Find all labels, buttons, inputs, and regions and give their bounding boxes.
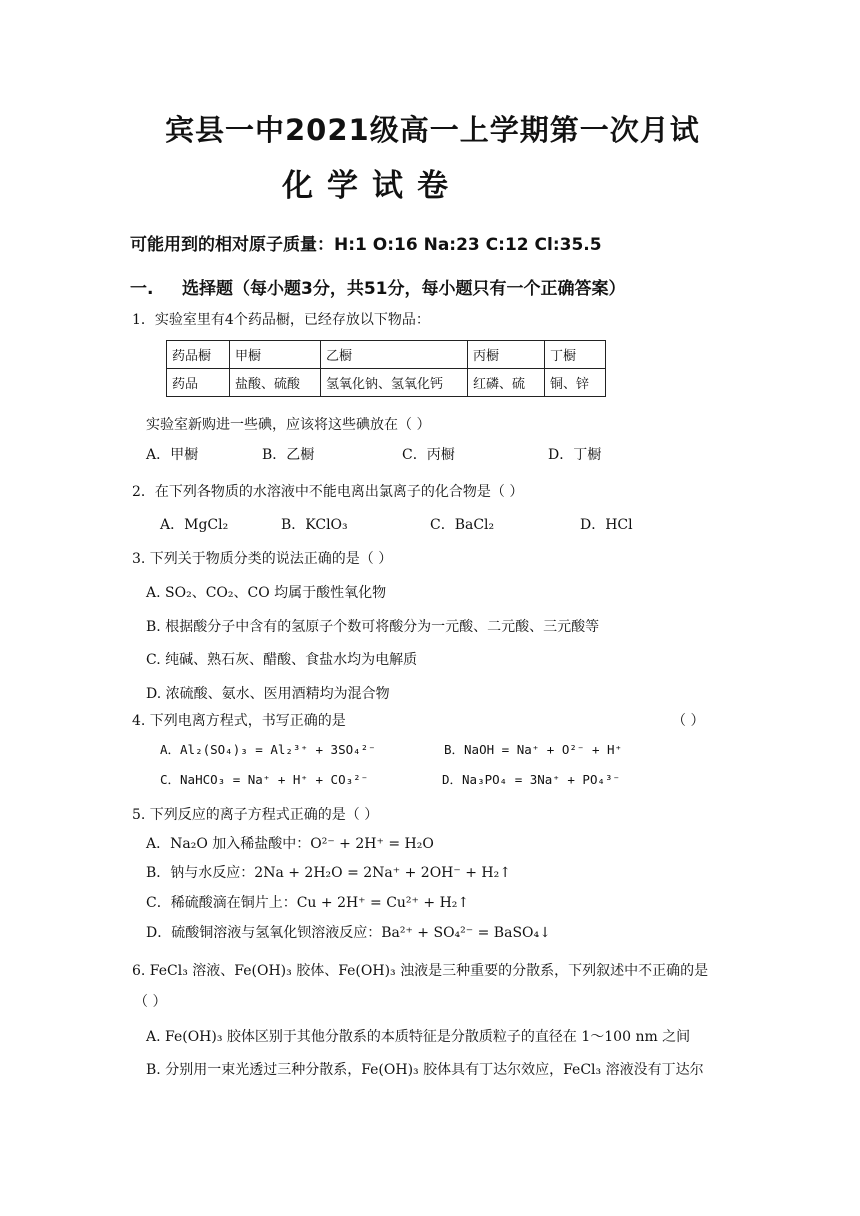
q6-stem: 6. FeCl₃ 溶液、Fe(OH)₃ 胶体、Fe(OH)₃ 浊液是三种重要的分散系，下列叙述中不正确的是 <box>132 963 709 979</box>
q5-option-b: B．钠与水反应：2Na + 2H₂O = 2Na⁺ + 2OH⁻ + H₂↑ <box>146 865 511 881</box>
q6-answer-paren: （ ） <box>134 994 167 1010</box>
q1-question: 实验室新购进一些碘，应该将这些碘放在（ ） <box>146 417 431 433</box>
table-cell: 药品橱 <box>167 341 230 369</box>
table-cell: 红磷、硫 <box>468 369 545 397</box>
q4-option-c: C．NaHCO₃ = Na⁺ + H⁺ + CO₃²⁻ <box>160 772 369 787</box>
q1-option-b: B．乙橱 <box>262 447 315 463</box>
q4-option-b: B．NaOH = Na⁺ + O²⁻ + H⁺ <box>444 742 623 757</box>
q5-option-a: A．Na₂O 加入稀盐酸中：O²⁻ + 2H⁺ = H₂O <box>146 836 434 852</box>
q1-option-a: A．甲橱 <box>146 447 199 463</box>
table-row <box>167 341 606 369</box>
q3-stem: 3. 下列关于物质分类的说法正确的是（ ） <box>132 551 393 567</box>
q1-stem: 1．实验室里有4个药品橱，已经存放以下物品： <box>132 312 430 328</box>
cabinet-table <box>166 340 606 397</box>
table-cell: 铜、锌 <box>545 369 606 397</box>
table-cell: 氢氧化钠、氢氧化钙 <box>321 369 468 397</box>
q1-option-d: D．丁橱 <box>548 447 602 463</box>
table-cell: 药品 <box>167 369 230 397</box>
table-cell: 丁橱 <box>545 341 606 369</box>
table-cell: 甲橱 <box>230 341 321 369</box>
q5-stem: 5. 下列反应的离子方程式正确的是（ ） <box>132 807 379 823</box>
q2-stem: 2．在下列各物质的水溶液中不能电离出氯离子的化合物是（ ） <box>132 484 524 500</box>
q4-stem: 4. 下列电离方程式，书写正确的是 <box>132 713 346 729</box>
q2-option-c: C．BaCl₂ <box>430 517 495 533</box>
q1-option-c: C．丙橱 <box>402 447 455 463</box>
q5-option-d: D．硫酸铜溶液与氢氧化钡溶液反应：Ba²⁺ + SO₄²⁻ = BaSO₄↓ <box>146 925 551 941</box>
table-row <box>167 369 606 397</box>
q3-option-b: B. 根据酸分子中含有的氢原子个数可将酸分为一元酸、二元酸、三元酸等 <box>146 619 600 635</box>
section-number: 一. <box>130 279 154 299</box>
q6-option-b: B. 分别用一束光透过三种分散系，Fe(OH)₃ 胶体具有丁达尔效应，FeCl₃ 溶液没有丁达尔 <box>146 1062 704 1078</box>
table-cell: 丙橱 <box>468 341 545 369</box>
exam-subtitle: 化学试卷 <box>282 168 462 204</box>
q4-answer-paren: （ ） <box>672 713 705 729</box>
section-title: 选择题（每小题3分，共51分，每小题只有一个正确答案） <box>182 279 626 299</box>
q2-option-b: B．KClO₃ <box>281 517 348 533</box>
q2-option-d: D．HCl <box>580 517 633 533</box>
atomic-masses: 可能用到的相对原子质量：H:1 O:16 Na:23 C:12 Cl:35.5 <box>130 235 602 255</box>
q2-option-a: A．MgCl₂ <box>160 517 229 533</box>
q6-option-a: A. Fe(OH)₃ 胶体区别于其他分散系的本质特征是分散质粒子的直径在 1～100 nm 之间 <box>146 1029 691 1045</box>
table-cell: 乙橱 <box>321 341 468 369</box>
q5-option-c: C．稀硫酸滴在铜片上：Cu + 2H⁺ = Cu²⁺ + H₂↑ <box>146 895 470 911</box>
q4-option-a: A．Al₂(SO₄)₃ = Al₂³⁺ + 3SO₄²⁻ <box>160 742 376 757</box>
q3-option-a: A. SO₂、CO₂、CO 均属于酸性氧化物 <box>146 585 387 601</box>
section-heading <box>130 274 626 299</box>
exam-title: 宾县一中2021级高一上学期第一次月试 <box>165 113 700 147</box>
table-cell: 盐酸、硫酸 <box>230 369 321 397</box>
q4-option-d: D．Na₃PO₄ = 3Na⁺ + PO₄³⁻ <box>442 772 621 787</box>
q3-option-c: C. 纯碱、熟石灰、醋酸、食盐水均为电解质 <box>146 652 418 668</box>
q3-option-d: D. 浓硫酸、氨水、医用酒精均为混合物 <box>146 686 390 702</box>
